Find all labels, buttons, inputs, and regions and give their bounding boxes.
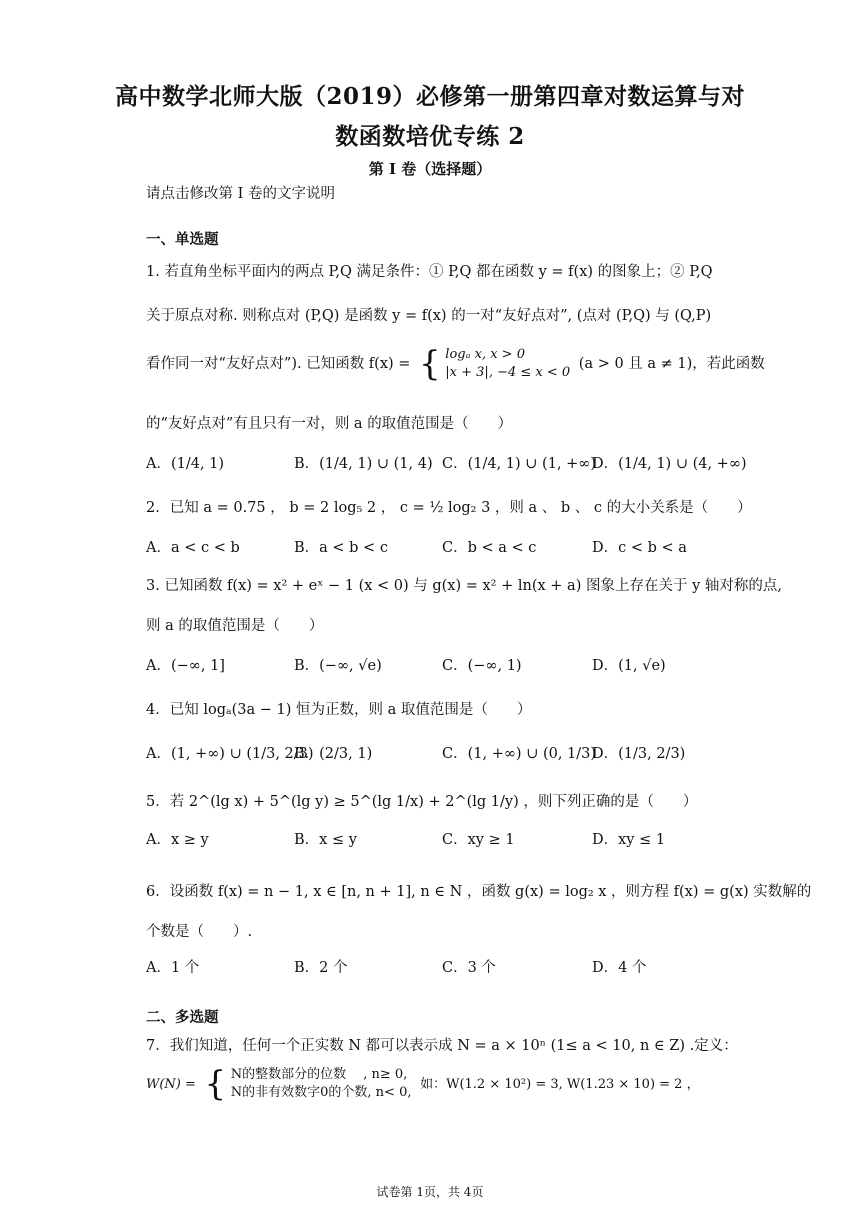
q4-option-a[interactable]: A．(1, +∞) ∪ (1/3, 2/3) bbox=[146, 746, 314, 762]
q5-option-d[interactable]: D．xy ≤ 1 bbox=[592, 832, 666, 848]
q3-option-d[interactable]: D．(1, √e) bbox=[592, 658, 666, 674]
q7-definition bbox=[146, 1066, 700, 1102]
q1-stem-line4: 的“友好点对”有且只有一对，则 a 的取值范围是（ ） bbox=[146, 416, 513, 432]
q2-option-a[interactable]: A．a < c < b bbox=[146, 540, 240, 556]
q5-stem: 5．若 2^(lg x) + 5^(lg y) ≥ 5^(lg 1/x) + 2^(lg 1/y) ，则下列正确的是（ ） bbox=[146, 794, 698, 810]
q1-option-a[interactable]: A．(1/4, 1) bbox=[146, 456, 225, 472]
q7-piecewise-brace: { bbox=[204, 1064, 227, 1104]
q1-piecewise-cases bbox=[445, 346, 570, 382]
q2-option-b[interactable]: B．a < b < c bbox=[294, 540, 388, 556]
q6-option-d[interactable]: D．4 个 bbox=[592, 960, 647, 976]
q7-piecewise-cases bbox=[231, 1066, 412, 1102]
q3-stem-line2: 则 a 的取值范围是（ ） bbox=[146, 618, 324, 634]
q7-example: 如：W(1.2 × 10²) = 3, W(1.23 × 10) = 2 ， bbox=[420, 1077, 700, 1092]
page-footer: 试卷第 1页，共 4页 bbox=[376, 1185, 484, 1199]
q7-w-label: W(N) = bbox=[146, 1077, 196, 1092]
q5-option-c[interactable]: C．xy ≥ 1 bbox=[442, 832, 515, 848]
q3-stem-line1: 3. 已知函数 f(x) = x² + eˣ − 1 (x < 0) 与 g(x) = x² + ln(x + a) 图象上存在关于 y 轴对称的点, bbox=[146, 578, 782, 594]
q4-stem: 4．已知 logₐ(3a − 1) 恒为正数，则 a 取值范围是（ ） bbox=[146, 702, 532, 718]
q3-option-c[interactable]: C．(−∞, 1) bbox=[442, 658, 522, 674]
q6-option-a[interactable]: A．1 个 bbox=[146, 960, 200, 976]
q6-stem-line2: 个数是（ ）. bbox=[146, 924, 253, 940]
q2-option-d[interactable]: D．c < b < a bbox=[592, 540, 687, 556]
q4-option-c[interactable]: C．(1, +∞) ∪ (0, 1/3) bbox=[442, 746, 597, 762]
exam-title-line2: 数函数培优专练 2 bbox=[335, 123, 525, 150]
q1-option-c[interactable]: C．(1/4, 1) ∪ (1, +∞) bbox=[442, 456, 597, 472]
q1-option-b[interactable]: B．(1/4, 1) ∪ (1, 4) bbox=[294, 456, 433, 472]
q3-option-a[interactable]: A．(−∞, 1] bbox=[146, 658, 225, 674]
q6-stem-line1: 6．设函数 f(x) = n − 1, x ∈ [n, n + 1], n ∈ N ，函数 g(x) = log₂ x ，则方程 f(x) = g(x) 实数解的 bbox=[146, 884, 812, 900]
q1-stem-line3-pre: 看作同一对“友好点对”). 已知函数 f(x) = bbox=[146, 356, 411, 372]
exam-title-line1: 高中数学北师大版（2019）必修第一册第四章对数运算与对 bbox=[114, 83, 745, 110]
q1-stem-line3 bbox=[146, 346, 765, 382]
q1-case2: |x + 3|, −4 ≤ x < 0 bbox=[445, 365, 571, 380]
section-heading-single-choice: 一、单选题 bbox=[146, 231, 219, 248]
q1-stem-line3-post: (a > 0 且 a ≠ 1)，若此函数 bbox=[578, 356, 765, 372]
section-heading-multi-choice: 二、多选题 bbox=[146, 1009, 219, 1026]
q6-option-c[interactable]: C．3 个 bbox=[442, 960, 496, 976]
q2-stem: 2．已知 a = 0.75 ， b = 2 log₅ 2 ， c = ½ log₂ 3 ，则 a 、 b 、 c 的大小关系是（ ） bbox=[146, 500, 752, 516]
volume-label: 第 I 卷（选择题） bbox=[368, 160, 492, 178]
q1-piecewise-brace: { bbox=[419, 344, 441, 384]
q7-case2: N的非有效数字0的个数, n< 0, bbox=[230, 1085, 412, 1100]
q4-option-d[interactable]: D．(1/3, 2/3) bbox=[592, 746, 686, 762]
volume-note[interactable]: 请点击修改第 I 卷的文字说明 bbox=[146, 186, 335, 202]
q2-option-c[interactable]: C．b < a < c bbox=[442, 540, 537, 556]
q5-option-b[interactable]: B．x ≤ y bbox=[294, 832, 357, 848]
q1-piecewise-function bbox=[419, 346, 570, 382]
q6-option-b[interactable]: B．2 个 bbox=[294, 960, 348, 976]
q7-piecewise-definition bbox=[205, 1066, 412, 1102]
q5-option-a[interactable]: A．x ≥ y bbox=[146, 832, 209, 848]
q7-case1: N的整数部分的位数 , n≥ 0, bbox=[230, 1067, 408, 1082]
q7-stem-line1: 7．我们知道，任何一个正实数 N 都可以表示成 N = a × 10ⁿ (1≤ a < 10, n ∈ Z) .定义： bbox=[146, 1038, 738, 1054]
q1-option-d[interactable]: D．(1/4, 1) ∪ (4, +∞) bbox=[592, 456, 747, 472]
q1-case1: logₐ x, x > 0 bbox=[445, 347, 525, 362]
q3-option-b[interactable]: B．(−∞, √e) bbox=[294, 658, 382, 674]
q1-stem-line2: 关于原点对称. 则称点对 (P,Q) 是函数 y = f(x) 的一对“友好点对”, (点对 (P,Q) 与 (Q,P) bbox=[146, 308, 712, 324]
q4-option-b[interactable]: B．(2/3, 1) bbox=[294, 746, 373, 762]
q1-stem-line1: 1. 若直角坐标平面内的两点 P,Q 满足条件：① P,Q 都在函数 y = f(x) 的图象上；② P,Q bbox=[146, 264, 713, 280]
